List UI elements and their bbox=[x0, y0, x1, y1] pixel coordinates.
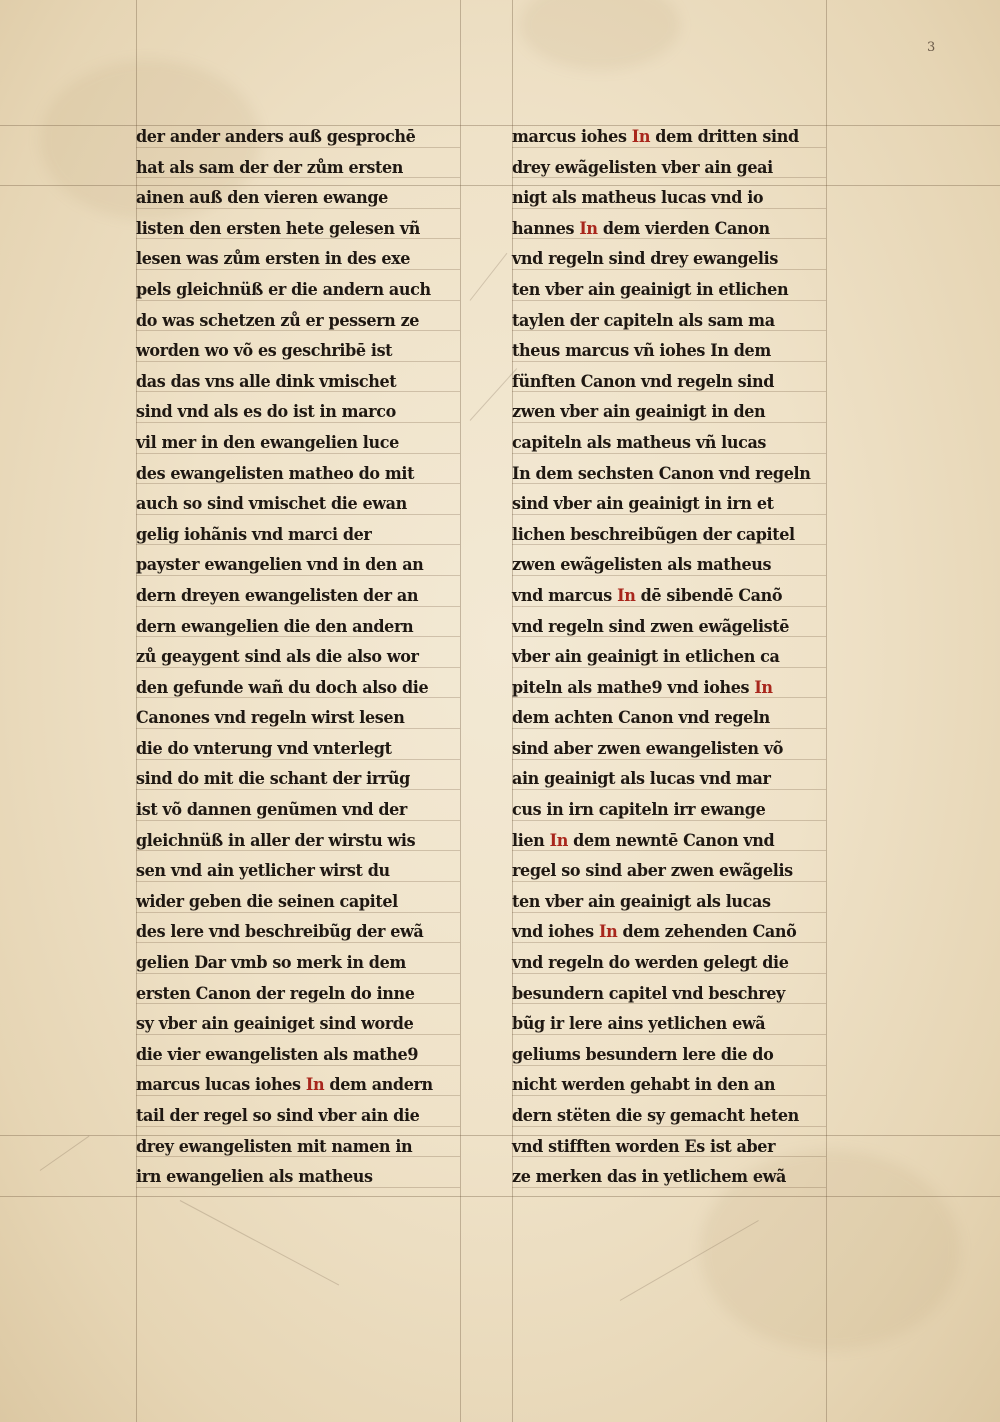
text-line: drey ewangelisten mit namen in bbox=[136, 1136, 413, 1157]
line-ruling bbox=[136, 850, 460, 851]
text-line: des lere vnd beschreibũg der ewã bbox=[136, 922, 424, 943]
text-line: gelig iohãnis vnd marci der bbox=[136, 524, 372, 545]
rubric-initial: In bbox=[631, 127, 651, 147]
text-line: listen den ersten hete gelesen vñ bbox=[136, 218, 421, 239]
rubric-initial: In bbox=[305, 1075, 325, 1096]
diagonal-guide bbox=[470, 253, 508, 301]
diagonal-guide bbox=[470, 368, 518, 421]
line-ruling bbox=[512, 606, 826, 607]
line-ruling bbox=[136, 1126, 460, 1127]
line-ruling bbox=[136, 1187, 460, 1188]
text-line: dern ewangelien die den andern bbox=[136, 616, 414, 637]
line-ruling bbox=[512, 1156, 826, 1157]
text-line: nigt als matheus lucas vnd io bbox=[512, 188, 764, 209]
text-line: gelien Dar vmb so merk in dem bbox=[136, 953, 406, 974]
text-line: die vier ewangelisten als mathe9 bbox=[136, 1044, 419, 1065]
line-ruling bbox=[512, 1065, 826, 1066]
line-ruling bbox=[512, 208, 826, 209]
text-line: tail der regel so sind vber ain die bbox=[136, 1106, 420, 1126]
text-line: vnd marcus In dē sibendē Canõ bbox=[512, 585, 783, 606]
line-ruling bbox=[136, 697, 460, 698]
text-line: nicht werden gehabt in den an bbox=[512, 1075, 776, 1096]
line-ruling bbox=[136, 881, 460, 882]
text-line: ist võ dannen genũmen vnd der bbox=[136, 800, 407, 821]
text-line: sy vber ain geainiget sind worde bbox=[136, 1014, 414, 1035]
text-line: besundern capitel vnd beschrey bbox=[512, 983, 785, 1004]
line-ruling bbox=[512, 483, 826, 484]
text-line: irn ewangelien als matheus bbox=[136, 1167, 373, 1188]
text-line: lesen was zům ersten in des exe bbox=[136, 249, 411, 270]
text-line: dern dreyen ewangelisten der an bbox=[136, 585, 419, 606]
rubric-initial: In bbox=[617, 585, 636, 606]
text-line: den gefunde wañ du doch also die bbox=[136, 677, 429, 698]
text-line: bũg ir lere ains yetlichen ewã bbox=[512, 1014, 766, 1035]
line-ruling bbox=[512, 973, 826, 974]
line-ruling bbox=[512, 728, 826, 729]
line-ruling bbox=[136, 728, 460, 729]
line-ruling bbox=[512, 1187, 826, 1188]
line-ruling bbox=[512, 300, 826, 301]
diagonal-guide bbox=[180, 1200, 339, 1285]
line-ruling bbox=[512, 697, 826, 698]
line-ruling bbox=[512, 575, 826, 576]
parchment-stain bbox=[520, 0, 680, 70]
text-line: lien In dem newntē Canon vnd bbox=[512, 830, 775, 851]
text-line: ainen auß den vieren ewange bbox=[136, 188, 388, 209]
line-ruling bbox=[136, 1034, 460, 1035]
rubric-initial: In bbox=[579, 218, 598, 239]
text-line: regel so sind aber zwen ewãgelis bbox=[512, 861, 793, 882]
text-line: theus marcus vñ iohes In dem bbox=[512, 341, 771, 362]
line-ruling bbox=[512, 1095, 826, 1096]
folio-number: 3 bbox=[927, 40, 936, 55]
line-ruling bbox=[136, 238, 460, 239]
line-ruling bbox=[136, 514, 460, 515]
line-ruling bbox=[136, 208, 460, 209]
line-ruling bbox=[512, 820, 826, 821]
line-ruling bbox=[512, 177, 826, 178]
text-line: vil mer in den ewangelien luce bbox=[136, 432, 399, 453]
line-ruling bbox=[136, 606, 460, 607]
line-ruling bbox=[136, 177, 460, 178]
text-line: auch so sind vmischet die ewan bbox=[136, 494, 407, 515]
text-line: vnd stifften worden Es ist aber bbox=[512, 1136, 776, 1157]
line-ruling bbox=[512, 942, 826, 943]
ruling-line-bottom bbox=[0, 1196, 1000, 1197]
text-line: payster ewangelien vnd in den an bbox=[136, 555, 424, 576]
text-line: ersten Canon der regeln do inne bbox=[136, 983, 415, 1004]
line-ruling bbox=[512, 453, 826, 454]
text-line: vnd iohes In dem zehenden Canõ bbox=[512, 922, 797, 943]
text-line: capiteln als matheus vñ lucas bbox=[512, 432, 767, 453]
text-line: lichen beschreibũgen der capitel bbox=[512, 524, 795, 545]
line-ruling bbox=[136, 330, 460, 331]
line-ruling bbox=[136, 942, 460, 943]
text-line: das das vns alle dink vmischet bbox=[136, 371, 397, 392]
text-line: sind vber ain geainigt in irn et bbox=[512, 494, 774, 515]
line-ruling bbox=[136, 269, 460, 270]
text-line: sen vnd ain yetlicher wirst du bbox=[136, 861, 390, 882]
text-line: taylen der capiteln als sam ma bbox=[512, 310, 775, 331]
rubric-initial: In bbox=[754, 677, 773, 698]
line-ruling bbox=[136, 636, 460, 637]
rubric-initial: In bbox=[598, 922, 618, 943]
line-ruling bbox=[512, 912, 826, 913]
line-ruling bbox=[512, 759, 826, 760]
line-ruling bbox=[512, 1003, 826, 1004]
text-line: zwen ewãgelisten als matheus bbox=[512, 555, 772, 576]
line-ruling bbox=[136, 759, 460, 760]
line-ruling bbox=[136, 147, 460, 148]
line-ruling bbox=[136, 820, 460, 821]
line-ruling bbox=[512, 361, 826, 362]
text-line: vnd regeln sind drey ewangelis bbox=[512, 249, 778, 270]
text-line: sind do mit die schant der irrũg bbox=[136, 769, 410, 790]
line-ruling bbox=[512, 636, 826, 637]
line-ruling bbox=[136, 575, 460, 576]
line-ruling bbox=[136, 667, 460, 668]
text-line: piteln als mathe9 vnd iohes In bbox=[512, 677, 773, 698]
line-ruling bbox=[512, 269, 826, 270]
line-ruling bbox=[136, 1003, 460, 1004]
text-line: do was schetzen zů er pessern ze bbox=[136, 310, 420, 331]
line-ruling bbox=[136, 453, 460, 454]
text-line: ze merken das in yetlichem ewã bbox=[512, 1167, 787, 1188]
line-ruling bbox=[512, 850, 826, 851]
text-line: ain geainigt als lucas vnd mar bbox=[512, 769, 771, 790]
text-line: In dem sechsten Canon vnd regeln bbox=[512, 463, 811, 484]
line-ruling bbox=[136, 391, 460, 392]
text-column-right bbox=[512, 122, 842, 1193]
text-line: wider geben die seinen capitel bbox=[136, 891, 398, 912]
text-line: hannes In dem vierden Canon bbox=[512, 218, 770, 239]
line-ruling bbox=[512, 881, 826, 882]
line-ruling bbox=[512, 514, 826, 515]
text-line: der ander anders auß gesprochē bbox=[136, 127, 416, 147]
text-column-left bbox=[136, 122, 466, 1193]
text-line: fünften Canon vnd regeln sind bbox=[512, 371, 775, 392]
line-ruling bbox=[136, 912, 460, 913]
line-ruling bbox=[512, 1034, 826, 1035]
text-line: drey ewãgelisten vber ain geai bbox=[512, 157, 773, 178]
text-line: cus in irn capiteln irr ewange bbox=[512, 800, 766, 821]
text-line: gleichnüß in aller der wirstu wis bbox=[136, 830, 416, 851]
text-line: sind aber zwen ewangelisten võ bbox=[512, 738, 784, 759]
text-line: marcus iohes In dem dritten sind bbox=[512, 127, 799, 147]
line-ruling bbox=[512, 391, 826, 392]
text-line: hat als sam der der zům ersten bbox=[136, 157, 404, 178]
line-ruling bbox=[512, 330, 826, 331]
text-line: marcus lucas iohes In dem andern bbox=[136, 1075, 433, 1096]
text-line: zů geaygent sind als die also wor bbox=[136, 647, 419, 668]
text-line: des ewangelisten matheo do mit bbox=[136, 463, 415, 484]
line-ruling bbox=[136, 422, 460, 423]
rubric-initial: In bbox=[549, 830, 568, 851]
text-line: vnd regeln sind zwen ewãgelistē bbox=[512, 616, 790, 637]
line-ruling bbox=[136, 1156, 460, 1157]
text-line: zwen vber ain geainigt in den bbox=[512, 402, 766, 423]
diagonal-guide bbox=[40, 1136, 90, 1171]
text-line: sind vnd als es do ist in marco bbox=[136, 402, 396, 423]
text-line: ten vber ain geainigt als lucas bbox=[512, 891, 771, 912]
line-ruling bbox=[136, 544, 460, 545]
line-ruling bbox=[136, 1065, 460, 1066]
text-line: dern stëten die sy gemacht heten bbox=[512, 1106, 799, 1126]
line-ruling bbox=[136, 361, 460, 362]
text-line: Canones vnd regeln wirst lesen bbox=[136, 708, 405, 729]
line-ruling bbox=[136, 300, 460, 301]
text-line: pels gleichnüß er die andern auch bbox=[136, 279, 431, 300]
line-ruling bbox=[136, 1095, 460, 1096]
line-ruling bbox=[136, 973, 460, 974]
line-ruling bbox=[512, 422, 826, 423]
line-ruling bbox=[512, 667, 826, 668]
line-ruling bbox=[136, 789, 460, 790]
text-line: vnd regeln do werden gelegt die bbox=[512, 953, 789, 974]
text-line: vber ain geainigt in etlichen ca bbox=[512, 647, 780, 668]
line-ruling bbox=[512, 1126, 826, 1127]
text-line: geliums besundern lere die do bbox=[512, 1044, 774, 1065]
line-ruling bbox=[512, 147, 826, 148]
text-line: die do vnterung vnd vnterlegt bbox=[136, 738, 392, 759]
line-ruling bbox=[136, 483, 460, 484]
line-ruling bbox=[512, 238, 826, 239]
line-ruling bbox=[512, 544, 826, 545]
text-line: ten vber ain geainigt in etlichen bbox=[512, 279, 789, 300]
line-ruling bbox=[512, 789, 826, 790]
text-line: dem achten Canon vnd regeln bbox=[512, 708, 770, 729]
text-line: worden wo võ es geschribē ist bbox=[136, 341, 393, 362]
